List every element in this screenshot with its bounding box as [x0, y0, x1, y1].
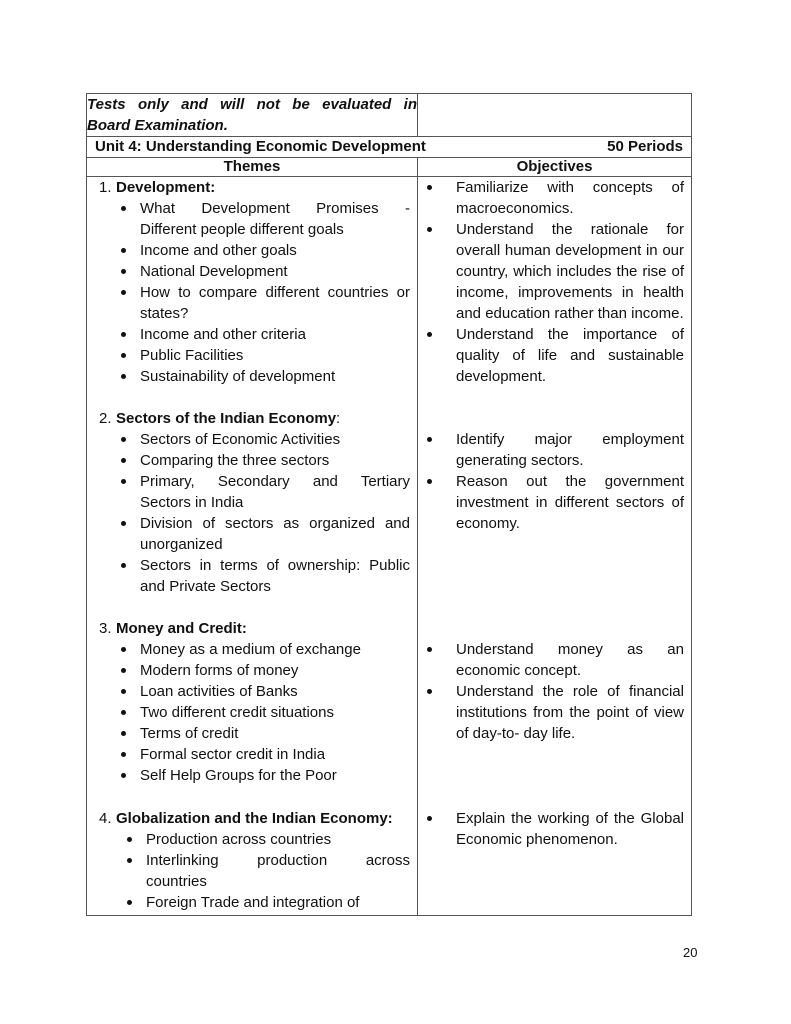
content-row	[87, 177, 692, 916]
objective-item-line: generating sectors.	[456, 452, 584, 469]
theme-list	[94, 198, 410, 387]
theme-item	[118, 345, 410, 366]
theme-item	[118, 639, 410, 660]
theme-item-line: Sectors in terms of ownership: Public	[140, 557, 410, 574]
theme-item-line: Interlinking production across	[146, 852, 410, 869]
objective-item-line: Understand the importance of	[456, 326, 684, 343]
theme-item	[124, 892, 410, 913]
empty-cell	[418, 94, 692, 137]
objective-section	[426, 639, 684, 744]
themes-header: Themes	[87, 158, 418, 177]
theme-section	[94, 808, 410, 913]
note-row	[87, 94, 692, 137]
theme-list	[94, 639, 410, 786]
objective-item-line: country, which includes the rise of	[456, 263, 684, 280]
objective-list	[426, 808, 684, 850]
theme-item	[118, 681, 410, 702]
theme-item	[118, 282, 410, 324]
objectives-header: Objectives	[418, 158, 692, 177]
objective-item-line: economic concept.	[456, 662, 582, 679]
theme-item	[118, 429, 410, 450]
objective-item	[426, 177, 684, 219]
theme-item	[118, 765, 410, 786]
theme-item	[118, 471, 410, 513]
note-line: Board Examination.	[87, 117, 228, 134]
section-heading: Money and Credit:	[116, 620, 247, 637]
objective-item-line: Economic phenomenon.	[456, 831, 618, 848]
objective-item-line: Understand the role of financial	[456, 683, 684, 700]
objective-item-line: macroeconomics.	[456, 200, 574, 217]
objective-item	[426, 471, 684, 534]
objective-list	[426, 429, 684, 534]
theme-item-line: Income and other goals	[140, 242, 297, 259]
unit-row	[87, 137, 692, 158]
note-line: Tests only and will not be evaluated in	[87, 96, 417, 113]
section-title	[94, 408, 410, 429]
objective-item-line: investment in different sectors of	[456, 494, 684, 511]
unit-title: Unit 4: Understanding Economic Development	[95, 138, 426, 155]
section-number: 4.	[99, 810, 112, 827]
theme-item-line: Primary, Secondary and Tertiary	[140, 473, 410, 490]
objective-item	[426, 639, 684, 681]
theme-item	[124, 850, 410, 892]
theme-item	[118, 450, 410, 471]
objectives-cell	[418, 177, 692, 916]
theme-item-line: What Development Promises -	[140, 200, 410, 217]
theme-item	[124, 829, 410, 850]
themes-cell	[87, 177, 418, 916]
header-row	[87, 158, 692, 177]
objective-item	[426, 808, 684, 850]
unit-periods: 50 Periods	[607, 138, 683, 155]
theme-item-line: countries	[146, 873, 207, 890]
theme-item-line: and Private Sectors	[140, 578, 271, 595]
theme-item-line: Foreign Trade and integration of	[146, 894, 360, 911]
theme-item-line: Production across countries	[146, 831, 332, 848]
theme-list	[94, 829, 410, 913]
objective-item-line: and education rather than income.	[456, 305, 684, 322]
objective-item	[426, 681, 684, 744]
syllabus-table	[86, 93, 692, 916]
objective-item-line: Understand the rationale for	[456, 221, 684, 238]
theme-item-line: Terms of credit	[140, 725, 239, 742]
section-colon: :	[336, 410, 341, 427]
objective-item-line: of day-to- day life.	[456, 725, 576, 742]
objective-item	[426, 219, 684, 324]
theme-item	[118, 723, 410, 744]
theme-item-line: Income and other criteria	[140, 326, 306, 343]
theme-item	[118, 702, 410, 723]
objective-item-line: Familiarize with concepts of	[456, 179, 684, 196]
note-cell	[87, 94, 418, 137]
section-number: 3.	[99, 620, 112, 637]
theme-item-line: Two different credit situations	[140, 704, 334, 721]
objective-item-line: Explain the working of the Global	[456, 810, 684, 827]
theme-list	[94, 429, 410, 597]
section-number: 2.	[99, 410, 112, 427]
theme-item-line: Self Help Groups for the Poor	[140, 767, 337, 784]
objective-item-line: economy.	[456, 515, 520, 532]
objective-item-line: income, improvements in health	[456, 284, 684, 301]
theme-item-line: Sectors in India	[140, 494, 244, 511]
theme-item	[118, 660, 410, 681]
unit-cell	[87, 137, 692, 158]
theme-section	[94, 618, 410, 786]
theme-item-line: Public Facilities	[140, 347, 244, 364]
theme-item-line: Money as a medium of exchange	[140, 641, 361, 658]
objective-item-line: quality of life and sustainable	[456, 347, 684, 364]
objective-item-line: institutions from the point of view	[456, 704, 684, 721]
objective-item-line: Identify major employment	[456, 431, 684, 448]
theme-item-line: Formal sector credit in India	[140, 746, 326, 763]
theme-item	[118, 198, 410, 240]
objective-item-line: Understand money as an	[456, 641, 684, 658]
theme-item	[118, 513, 410, 555]
objective-item-line: development.	[456, 368, 547, 385]
section-number: 1.	[99, 179, 112, 196]
objective-item-line: overall human development in our	[456, 242, 684, 259]
objective-item	[426, 429, 684, 471]
section-title	[94, 808, 410, 829]
theme-item-line: Sustainability of development	[140, 368, 336, 385]
theme-item-line: Loan activities of Banks	[140, 683, 298, 700]
theme-item-line: Sectors of Economic Activities	[140, 431, 341, 448]
objective-list	[426, 177, 684, 387]
theme-item	[118, 324, 410, 345]
theme-item-line: states?	[140, 305, 189, 322]
theme-item-line: unorganized	[140, 536, 223, 553]
theme-item	[118, 744, 410, 765]
theme-item	[118, 555, 410, 597]
theme-item-line: Different people different goals	[140, 221, 344, 238]
section-heading: Sectors of the Indian Economy	[116, 410, 337, 427]
theme-item-line: Division of sectors as organized and	[140, 515, 410, 532]
theme-section	[94, 408, 410, 597]
objective-section	[426, 177, 684, 387]
theme-item-line: Modern forms of money	[140, 662, 299, 679]
theme-item-line: How to compare different countries or	[140, 284, 410, 301]
theme-item-line: National Development	[140, 263, 288, 280]
section-heading: Development:	[116, 179, 216, 196]
objective-section	[426, 429, 684, 534]
page-number: 20	[683, 945, 698, 960]
section-title	[94, 177, 410, 198]
theme-item	[118, 261, 410, 282]
objective-item	[426, 324, 684, 387]
section-title	[94, 618, 410, 639]
theme-item-line: Comparing the three sectors	[140, 452, 330, 469]
objective-item-line: Reason out the government	[456, 473, 684, 490]
theme-item	[118, 240, 410, 261]
section-heading: Globalization and the Indian Economy:	[116, 810, 393, 827]
objective-section	[426, 808, 684, 850]
objective-list	[426, 639, 684, 744]
theme-section	[94, 177, 410, 387]
theme-item	[118, 366, 410, 387]
